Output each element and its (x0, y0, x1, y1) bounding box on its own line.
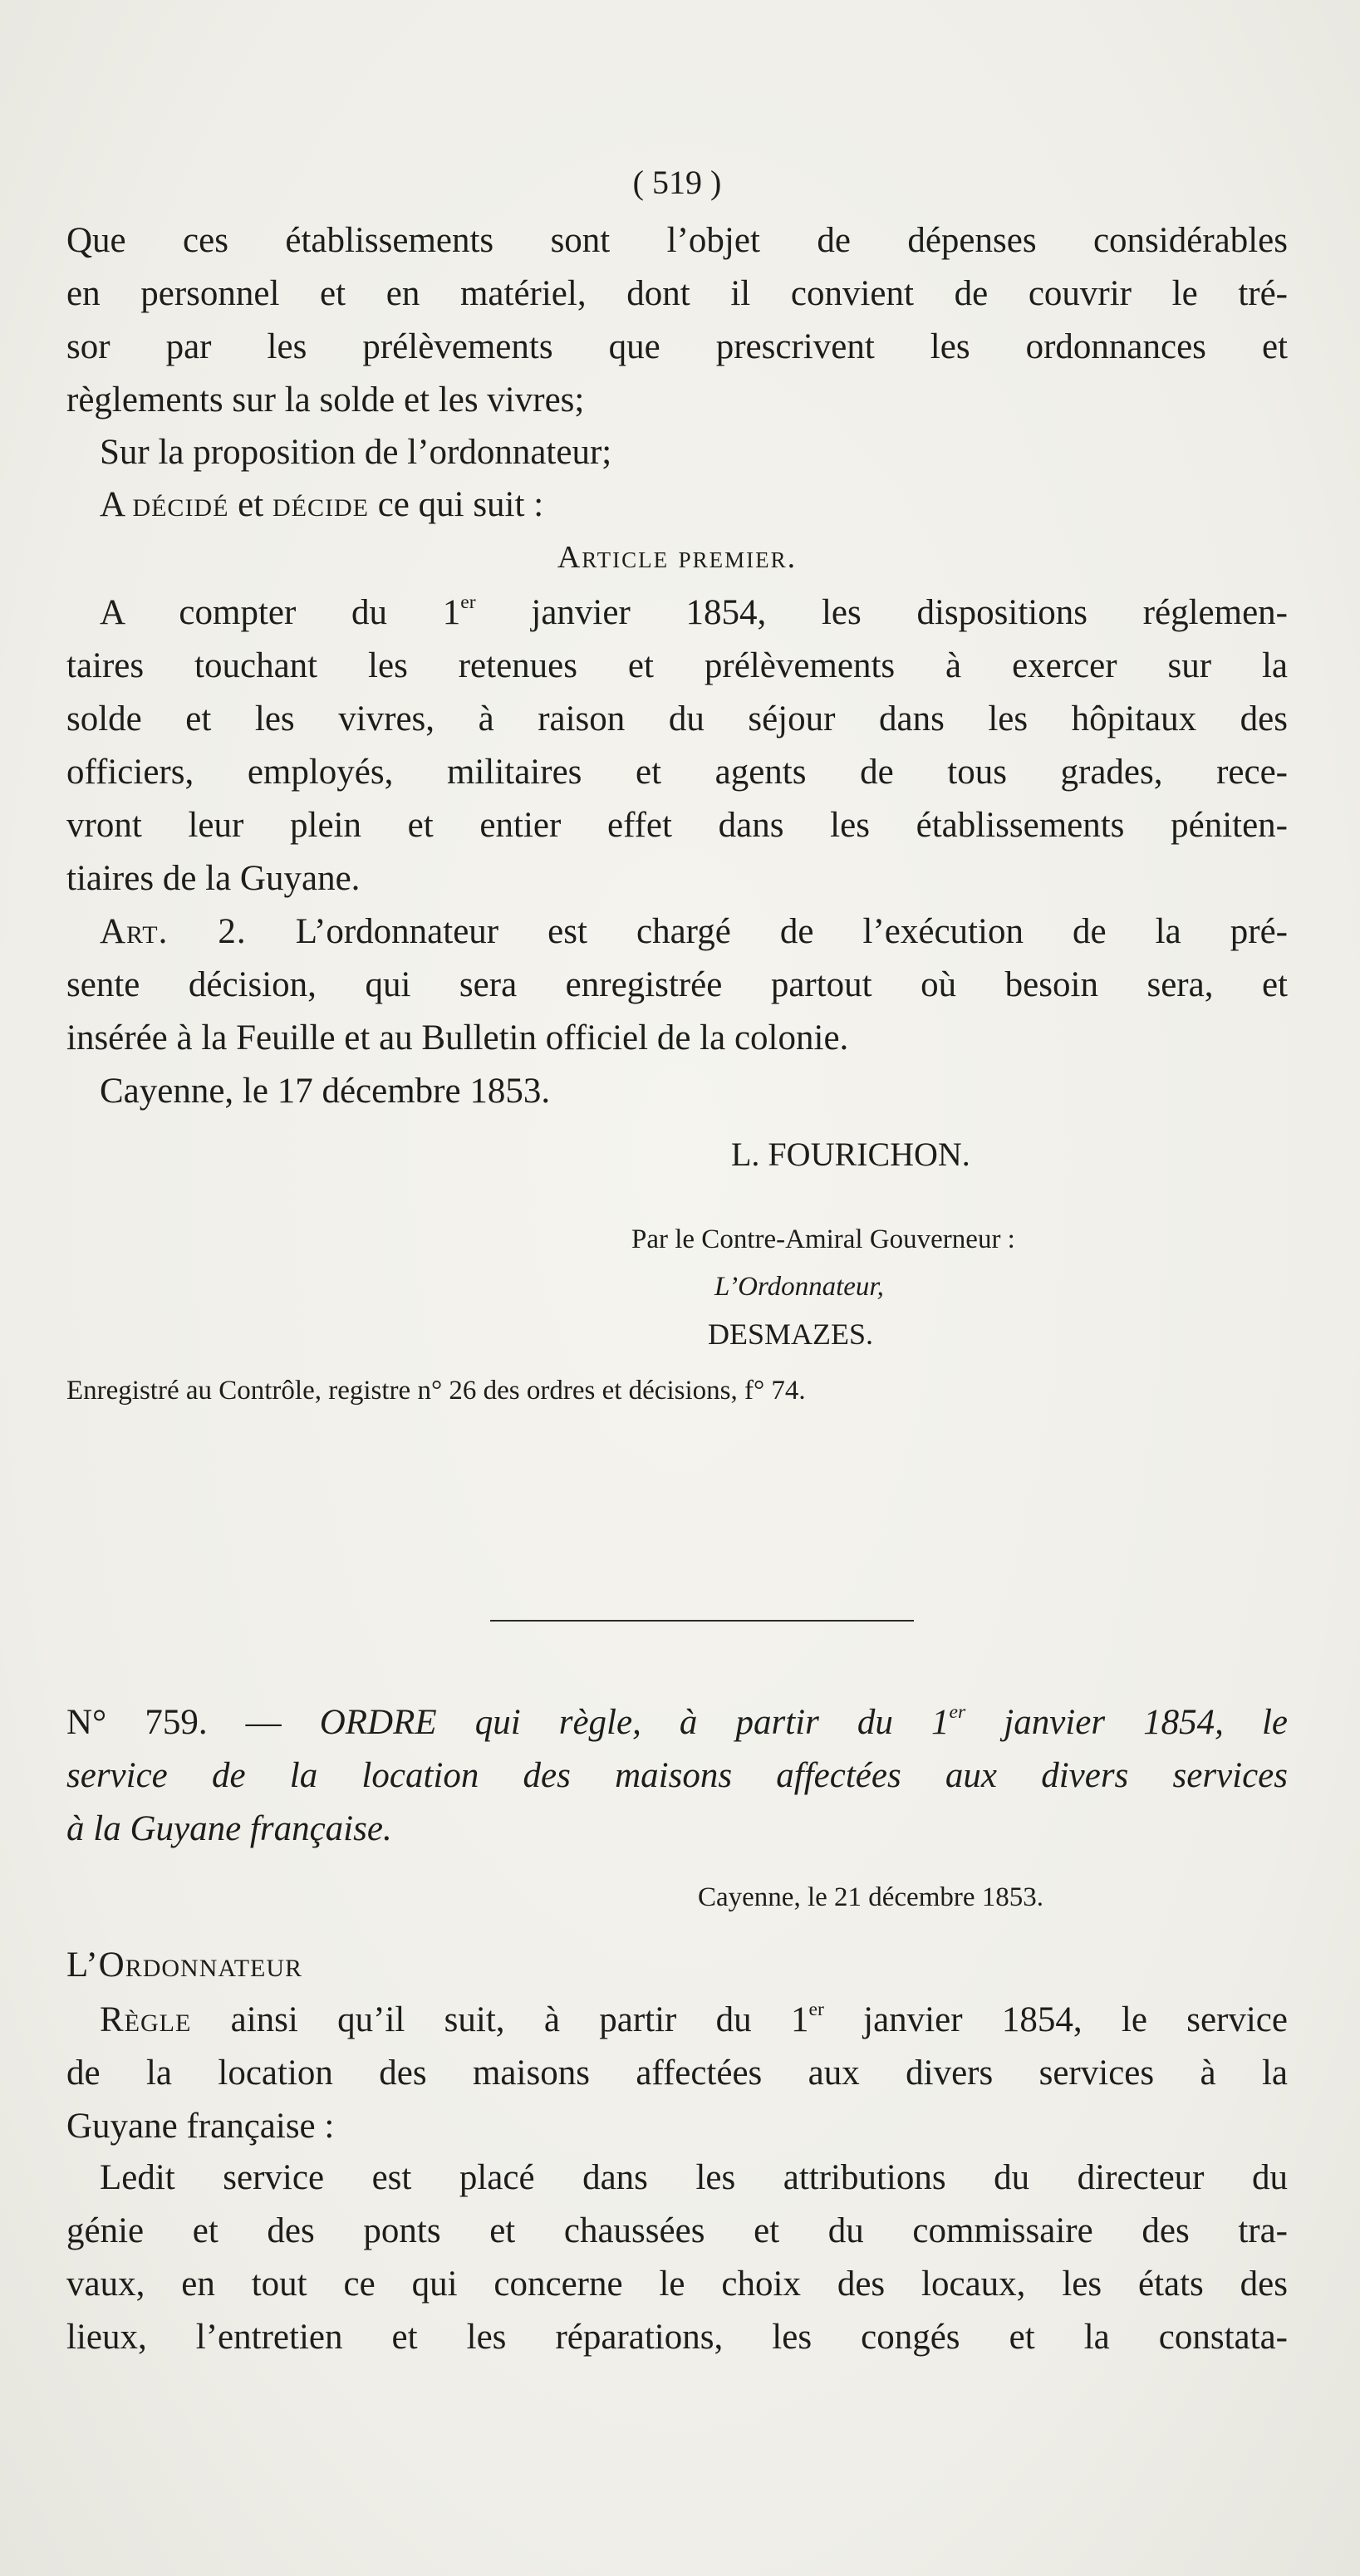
text-line: Que ces établissements sont l’objet de dépenses considérables (66, 221, 1288, 260)
text-line: Guyane française : (66, 2107, 335, 2146)
order-title-line: service de la location des maisons affectées aux divers services (66, 1756, 1288, 1795)
section-divider (490, 1620, 914, 1622)
text-line: Ledit service est placé dans les attributions du directeur du (100, 2158, 1288, 2197)
text-line: sor par les prélèvements que prescrivent les ordonnances et (66, 327, 1288, 366)
text-line: A compter du 1er janvier 1854, les dispositions réglemen- (100, 591, 1288, 632)
text-line: vront leur plein et entier effet dans les établissements péniten- (66, 806, 1288, 845)
decision-line: A décidé et décide ce qui suit : (100, 485, 544, 524)
text-line: Règle ainsi qu’il suit, à partir du 1er janvier 1854, le service (100, 1999, 1288, 2039)
date-line: Cayenne, le 21 décembre 1853. (698, 1882, 1044, 1912)
order-title-line: à la Guyane française. (66, 1809, 392, 1848)
text-line: taires touchant les retenues et prélèvements à exercer sur la (66, 646, 1288, 685)
text-line: lieux, l’entretien et les réparations, les congés et la constata- (66, 2318, 1288, 2357)
article-heading: Article premier. (557, 540, 798, 575)
text-line: tiaires de la Guyane. (66, 859, 361, 898)
page-number: ( 519 ) (632, 164, 722, 201)
signatory-name: DESMAZES. (708, 1317, 874, 1351)
text-line: Art. 2. L’ordonnateur est chargé de l’exécution de la pré- (100, 912, 1288, 951)
text-line: en personnel et en matériel, dont il convient de couvrir le tré- (66, 274, 1288, 313)
order-title-line: N° 759. — ORDRE qui règle, à partir du 1er janvier 1854, le (66, 1701, 1289, 1742)
registration-note: Enregistré au Contrôle, registre n° 26 des ordres et décisions, f° 74. (66, 1376, 806, 1406)
text-line: règlements sur la solde et les vivres; (66, 380, 585, 420)
ordonnateur-heading: L’Ordonnateur (66, 1945, 303, 1985)
text-line: de la location des maisons affectées aux divers services à la (66, 2053, 1288, 2093)
signature: L. FOURICHON. (731, 1136, 970, 1173)
text-line: génie et des ponts et chaussées et du commissaire des tra- (66, 2211, 1288, 2250)
text-line: insérée à la Feuille et au Bulletin officiel de la colonie. (66, 1018, 849, 1057)
signatory-intro: Par le Contre-Amiral Gouverneur : (631, 1224, 1015, 1254)
signatory-title: L’Ordonnateur, (714, 1272, 884, 1302)
text-line: solde et les vivres, à raison du séjour dans les hôpitaux des (66, 699, 1288, 738)
text-line: vaux, en tout ce qui concerne le choix des locaux, les états des (66, 2264, 1288, 2304)
text-line: Sur la proposition de l’ordonnateur; (100, 433, 612, 472)
text-line: sente décision, qui sera enregistrée partout où besoin sera, et (66, 965, 1288, 1004)
text-line: officiers, employés, militaires et agents de tous grades, rece- (66, 753, 1288, 792)
date-line: Cayenne, le 17 décembre 1853. (100, 1072, 551, 1111)
